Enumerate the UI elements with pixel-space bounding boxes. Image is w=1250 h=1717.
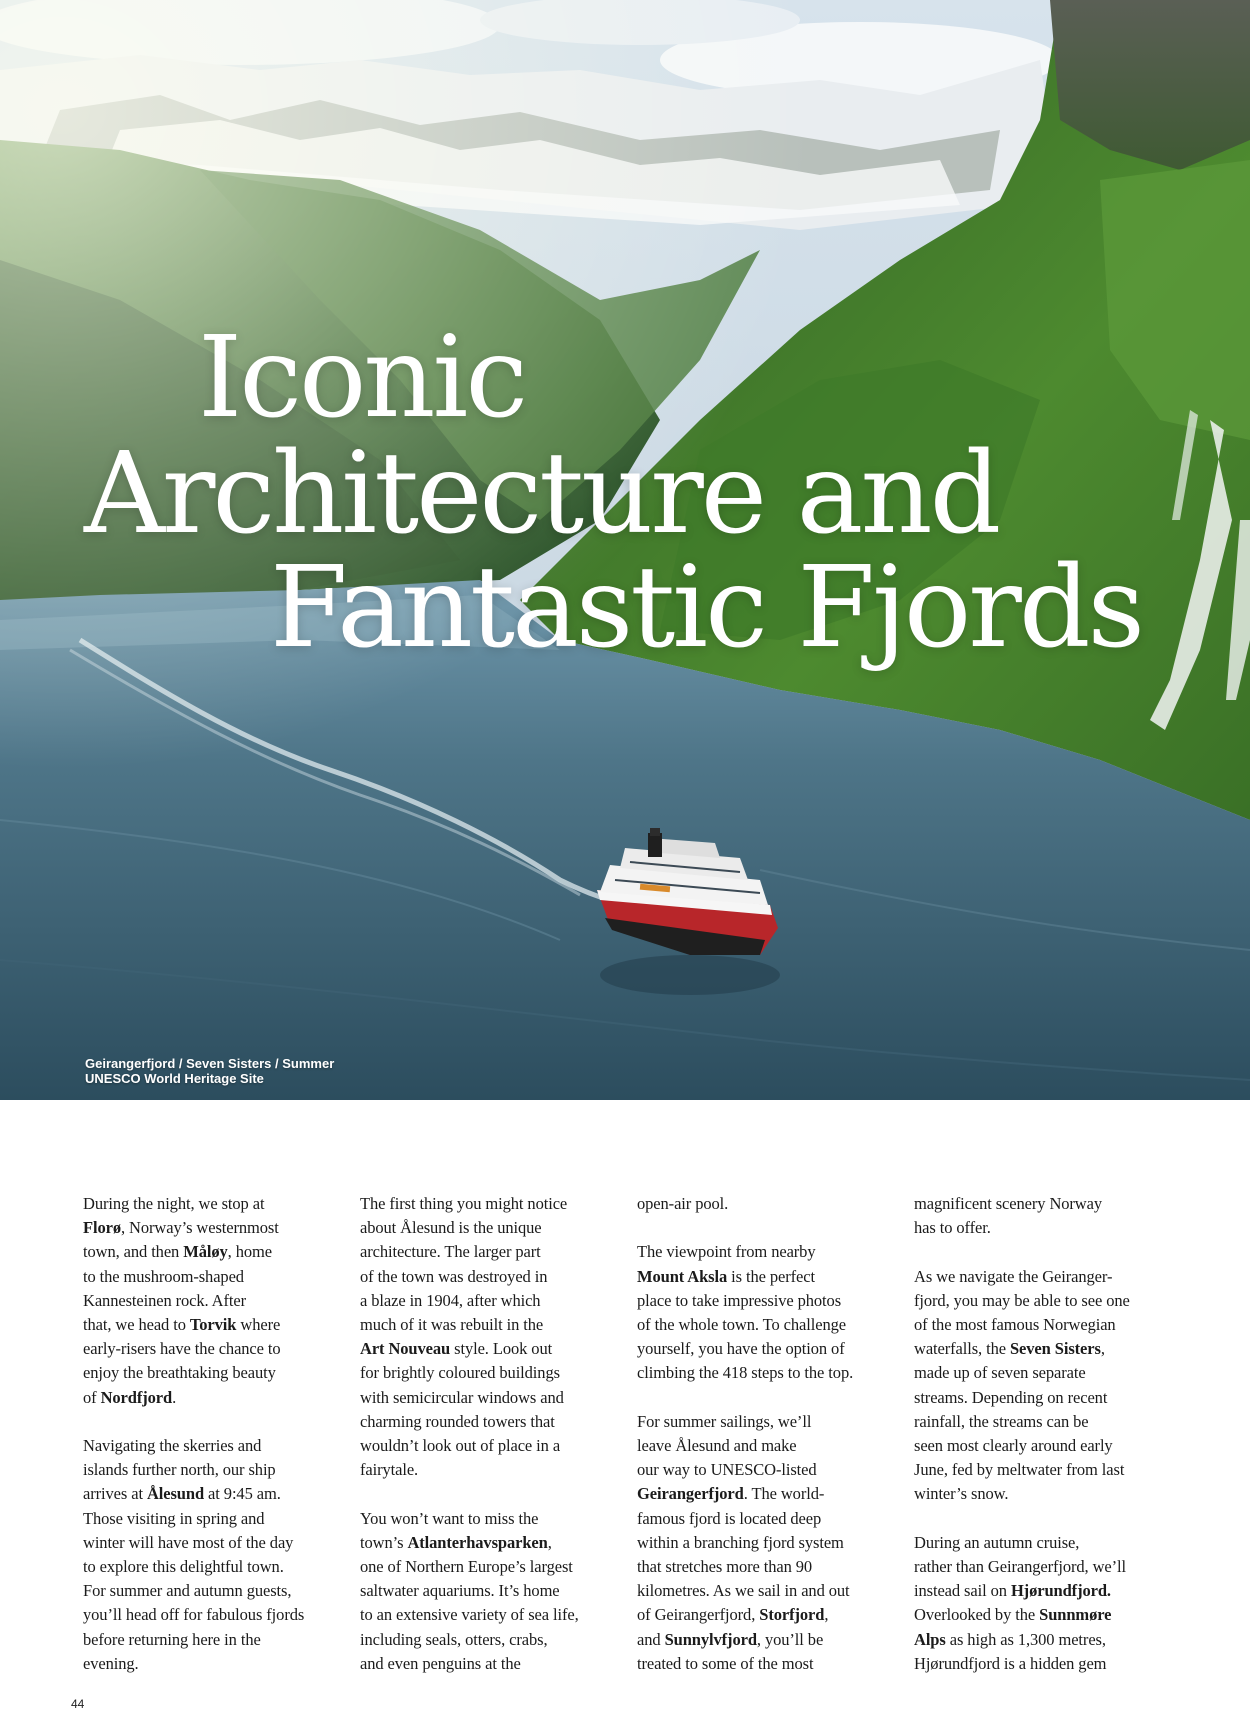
text-line (360, 1192, 608, 1216)
text-run: our way to UNESCO-listed (637, 1460, 817, 1480)
text-line (637, 1652, 885, 1676)
text-run: Navigating the skerries and (83, 1436, 262, 1456)
text-run: , (824, 1605, 829, 1625)
text-line (83, 1628, 331, 1652)
text-run: islands further north, our ship (83, 1460, 276, 1480)
text-line (83, 1579, 331, 1603)
text-line (360, 1265, 608, 1289)
text-line (360, 1361, 608, 1385)
text-run: as high as 1,300 metres, (945, 1629, 1106, 1649)
text-line (360, 1337, 608, 1361)
text-run: winter’s snow. (914, 1484, 1009, 1504)
text-line (83, 1555, 331, 1579)
highlighted-place-name: Alps (914, 1629, 946, 1649)
text-run: of the town was destroyed in (360, 1266, 548, 1286)
highlighted-place-name: Atlanterhavsparken (407, 1532, 548, 1552)
text-line (360, 1628, 608, 1652)
text-run: Overlooked by the (914, 1605, 1040, 1625)
text-line (637, 1531, 885, 1555)
body-column-4 (914, 1192, 1162, 1676)
text-line (914, 1192, 1162, 1216)
text-line (914, 1555, 1162, 1579)
text-run: evening. (83, 1653, 139, 1673)
text-run: Hjørundfjord is a hidden gem (914, 1653, 1107, 1673)
paragraph (914, 1192, 1162, 1240)
text-run: For summer and autumn guests, (83, 1581, 292, 1601)
text-run: winter will have most of the day (83, 1532, 294, 1552)
text-line (914, 1289, 1162, 1313)
highlighted-place-name: Hjørundfjord. (1010, 1581, 1111, 1601)
page-number: 44 (71, 1697, 85, 1711)
text-line (83, 1313, 331, 1337)
highlighted-place-name: Ålesund (146, 1484, 205, 1504)
text-run: , home (227, 1242, 272, 1262)
text-run: The viewpoint from nearby (637, 1242, 816, 1262)
text-run: leave Ålesund and make (637, 1436, 797, 1455)
text-run: famous fjord is located deep (637, 1508, 822, 1528)
text-line (83, 1289, 331, 1313)
text-line (360, 1555, 608, 1579)
text-line (914, 1216, 1162, 1240)
text-run: During the night, we stop at (83, 1194, 265, 1213)
text-run: and even penguins at the (360, 1653, 521, 1673)
text-line (637, 1603, 885, 1627)
text-run: has to offer. (914, 1218, 991, 1238)
photo-caption (85, 1056, 334, 1086)
text-line (637, 1337, 885, 1361)
text-line (914, 1652, 1162, 1676)
highlighted-place-name: Mount Aksla (637, 1266, 728, 1286)
text-line (83, 1265, 331, 1289)
text-line (637, 1289, 885, 1313)
text-line (83, 1458, 331, 1482)
text-line (914, 1386, 1162, 1410)
text-run: of (83, 1387, 101, 1407)
text-line (360, 1386, 608, 1410)
text-line (914, 1482, 1162, 1506)
text-line (637, 1434, 885, 1458)
text-run: streams. Depending on recent (914, 1387, 1108, 1407)
text-line (360, 1410, 608, 1434)
text-run: architecture. The larger part (360, 1242, 541, 1262)
text-line (914, 1434, 1162, 1458)
text-line (637, 1313, 885, 1337)
text-run: magnificent scenery Norway (914, 1194, 1102, 1213)
text-line (83, 1507, 331, 1531)
text-line (637, 1555, 885, 1579)
text-run: charming rounded towers that (360, 1411, 555, 1431)
text-run: fjord, you may be able to see one (914, 1290, 1130, 1310)
text-line (360, 1434, 608, 1458)
text-run: saltwater aquariums. It’s home (360, 1581, 560, 1601)
text-line (637, 1240, 885, 1264)
text-line (83, 1361, 331, 1385)
text-run: that, we head to (83, 1315, 190, 1335)
text-run: style. Look out (450, 1339, 553, 1359)
text-run: open-air pool. (637, 1194, 729, 1213)
body-column-3 (637, 1192, 885, 1676)
paragraph (637, 1192, 885, 1216)
text-run: yourself, you have the option of (637, 1339, 845, 1359)
text-run: . The world- (743, 1484, 825, 1504)
text-run: . (172, 1387, 177, 1407)
text-line (360, 1652, 608, 1676)
text-line (360, 1531, 608, 1555)
highlighted-place-name: Sunnmøre (1039, 1605, 1112, 1625)
highlighted-place-name: Nordfjord (100, 1387, 173, 1407)
text-run: at 9:45 am. (204, 1484, 281, 1504)
text-run: to the mushroom-shaped (83, 1266, 244, 1286)
text-run: with semicircular windows and (360, 1387, 564, 1407)
text-run: rather than Geirangerfjord, we’ll (914, 1557, 1127, 1577)
text-line (360, 1289, 608, 1313)
text-line (914, 1265, 1162, 1289)
paragraph (637, 1240, 885, 1385)
text-run: for brightly coloured buildings (360, 1363, 560, 1383)
text-line (83, 1482, 331, 1506)
text-run: of Geirangerfjord, (637, 1605, 760, 1625)
text-line (360, 1313, 608, 1337)
text-line (83, 1603, 331, 1627)
highlighted-place-name: Storfjord (759, 1605, 825, 1625)
text-line (637, 1507, 885, 1531)
text-run: that stretches more than 90 (637, 1557, 813, 1577)
paragraph (83, 1434, 331, 1676)
text-line (360, 1458, 608, 1482)
text-line (360, 1603, 608, 1627)
text-run: rainfall, the streams can be (914, 1411, 1089, 1431)
highlighted-place-name: Sunnylvfjord (664, 1629, 757, 1649)
caption-line-1: Geirangerfjord / Seven Sisters / Summer (85, 1056, 335, 1071)
text-run: enjoy the breathtaking beauty (83, 1363, 276, 1383)
highlighted-place-name: Geirangerfjord (637, 1484, 744, 1504)
highlighted-place-name: Torvik (189, 1315, 237, 1335)
text-run: , (547, 1532, 552, 1552)
text-run: and (637, 1629, 665, 1649)
highlighted-place-name: Florø (83, 1218, 121, 1238)
text-line (914, 1603, 1162, 1627)
text-line (360, 1216, 608, 1240)
text-line (83, 1240, 331, 1264)
text-line (360, 1507, 608, 1531)
highlighted-place-name: Art Nouveau (360, 1339, 451, 1359)
text-run: is the perfect (727, 1266, 815, 1286)
text-run: to an extensive variety of sea life, (360, 1605, 579, 1625)
text-line (914, 1361, 1162, 1385)
text-run: instead sail on (914, 1581, 1011, 1601)
text-run: Those visiting in spring and (83, 1508, 265, 1528)
text-line (637, 1192, 885, 1216)
text-run: made up of seven separate (914, 1363, 1086, 1383)
text-run: climbing the 418 steps to the top. (637, 1363, 854, 1383)
text-run: kilometres. As we sail in and out (637, 1581, 850, 1601)
text-line (83, 1192, 331, 1216)
text-run: you’ll head off for fabulous fjords (83, 1605, 305, 1625)
text-run: to explore this delightful town. (83, 1557, 284, 1577)
text-line (914, 1337, 1162, 1361)
text-line (637, 1410, 885, 1434)
text-line (637, 1265, 885, 1289)
text-line (914, 1628, 1162, 1652)
highlighted-place-name: Seven Sisters (1009, 1339, 1101, 1359)
text-run: within a branching fjord system (637, 1532, 844, 1552)
text-run: where (236, 1315, 281, 1335)
text-run: a blaze in 1904, after which (360, 1290, 541, 1310)
text-run: treated to some of the most (637, 1653, 814, 1673)
text-run: arrives at (83, 1484, 147, 1504)
text-line (83, 1337, 331, 1361)
text-line (360, 1240, 608, 1264)
text-run: wouldn’t look out of place in a (360, 1436, 561, 1456)
text-line (83, 1434, 331, 1458)
text-run: place to take impressive photos (637, 1290, 842, 1310)
text-line (637, 1482, 885, 1506)
text-run: You won’t want to miss the (360, 1508, 539, 1528)
text-line (83, 1652, 331, 1676)
text-line (360, 1579, 608, 1603)
text-line (914, 1458, 1162, 1482)
text-run: of the whole town. To challenge (637, 1315, 846, 1334)
text-run: much of it was rebuilt in the (360, 1315, 544, 1335)
caption-line-2: UNESCO World Heritage Site (85, 1071, 264, 1086)
text-line (637, 1628, 885, 1652)
body-column-1 (83, 1192, 331, 1676)
text-run: one of Northern Europe’s largest (360, 1557, 573, 1577)
headline-line-1: Iconic (198, 313, 526, 443)
text-run: June, fed by meltwater from last (914, 1460, 1125, 1480)
text-run: , (1100, 1339, 1105, 1359)
text-line (914, 1313, 1162, 1337)
text-run: about Ålesund is the unique (360, 1218, 542, 1238)
text-line (637, 1361, 885, 1385)
text-run: town’s (360, 1532, 408, 1552)
text-run: fairytale. (360, 1460, 419, 1480)
headline-line-2: Architecture and (84, 429, 999, 559)
text-run: before returning here in the (83, 1629, 261, 1649)
text-run: During an autumn cruise, (914, 1532, 1080, 1552)
text-run: , you’ll be (756, 1629, 824, 1649)
text-line (914, 1531, 1162, 1555)
text-run: waterfalls, the (914, 1339, 1010, 1359)
text-line (914, 1410, 1162, 1434)
text-line (637, 1579, 885, 1603)
text-line (637, 1458, 885, 1482)
text-run: including seals, otters, crabs, (360, 1629, 548, 1649)
text-run: The first thing you might notice (360, 1194, 568, 1213)
text-line (914, 1579, 1162, 1603)
paragraph (914, 1265, 1162, 1507)
article-body (0, 1192, 1250, 1673)
text-run: of the most famous Norwegian (914, 1315, 1116, 1334)
text-run: seen most clearly around early (914, 1436, 1113, 1456)
highlighted-place-name: Måløy (183, 1242, 228, 1262)
text-run: Kannesteinen rock. After (83, 1290, 246, 1310)
headline-line-3: Fantastic Fjords (270, 543, 1143, 673)
text-line (83, 1531, 331, 1555)
text-run: town, and then (83, 1242, 184, 1262)
text-run: , Norway’s westernmost (121, 1218, 279, 1238)
paragraph (914, 1531, 1162, 1676)
text-run: For summer sailings, we’ll (637, 1411, 812, 1431)
paragraph (360, 1192, 608, 1482)
text-line (83, 1216, 331, 1240)
text-run: early-risers have the chance to (83, 1339, 281, 1359)
paragraph (83, 1192, 331, 1410)
body-column-2 (360, 1192, 608, 1676)
paragraph (637, 1410, 885, 1676)
text-run: As we navigate the Geiranger- (914, 1266, 1113, 1286)
paragraph (360, 1507, 608, 1676)
text-line (83, 1386, 331, 1410)
